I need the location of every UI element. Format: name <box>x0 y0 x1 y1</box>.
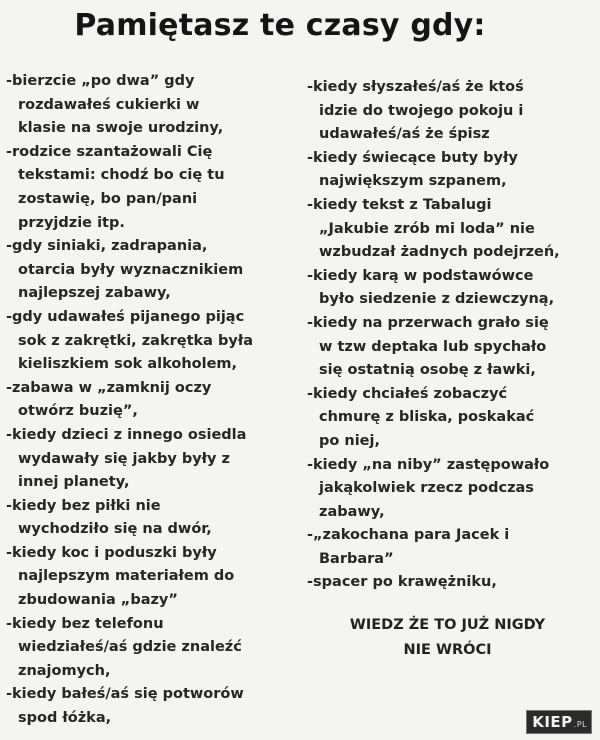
watermark-text: KIEP <box>532 713 573 731</box>
list-item-line: udawałeś/aś że śpisz <box>319 126 490 143</box>
list-item-line: wiedziałeś/aś gdzie znaleźć <box>18 639 242 656</box>
list-item-line: idzie do twojego pokoju i <box>319 102 524 119</box>
closing-line: NIE WRÓCI <box>403 642 492 658</box>
list-item-line: -kiedy „na niby” zastępowało <box>307 456 550 473</box>
list-item <box>307 76 592 147</box>
list-item-line: otwórz buzię”, <box>18 403 138 420</box>
list-item <box>6 141 306 235</box>
list-item-line: otarcia były wyznacznikiem <box>18 261 244 278</box>
list-item <box>307 524 592 571</box>
list-item-line: się ostatnią osobę z ławki, <box>319 362 536 379</box>
list-item-line: -kiedy słyszałeś/aś że ktoś <box>307 79 524 95</box>
watermark-suffix: .PL <box>573 720 587 729</box>
list-item-line: -kiedy tekst z Tabalugi <box>307 196 492 213</box>
list-item <box>307 383 592 454</box>
list-item-line: wydawały się jakby były z <box>18 450 230 467</box>
right-column <box>307 76 592 595</box>
list-item <box>6 235 306 306</box>
list-item-line: „Jakubie zrób mi loda” nie <box>319 220 535 237</box>
page-title: Pamiętasz te czasy gdy: <box>74 8 486 43</box>
list-item-line: -kiedy na przerwach grało się <box>307 314 549 331</box>
list-item <box>307 571 592 595</box>
list-item-line: tekstami: chodź bo cię tu <box>18 167 225 184</box>
list-item <box>307 194 592 265</box>
list-item-line: wzbudzał żadnych podejrzeń, <box>319 244 560 261</box>
list-item <box>6 613 306 684</box>
list-item-line: -kiedy świecące buty były <box>307 149 518 166</box>
list-item <box>6 377 306 424</box>
list-item-line: -kiedy bałeś/aś się potworów <box>6 686 244 703</box>
list-item-line: przyjdzie itp. <box>18 214 125 231</box>
list-item-line: zostawię, bo pan/pani <box>18 190 198 207</box>
list-item-line: zabawy, <box>319 503 385 520</box>
closing-message <box>300 613 595 663</box>
list-item-line: najlepszej zabawy, <box>18 285 171 302</box>
list-item-line: wychodziło się na dwór, <box>18 521 212 538</box>
left-column <box>6 70 306 731</box>
list-item-line: innej planety, <box>18 474 130 491</box>
list-item-line: -gdy udawałeś pijanego pijąc <box>6 308 245 325</box>
list-item-line: -kiedy bez telefonu <box>6 615 164 632</box>
list-item-line: spod łóżka, <box>18 710 112 727</box>
list-item-line: klasie na swoje urodziny, <box>18 120 224 137</box>
list-item-line: -rodzice szantażowali Cię <box>6 143 213 160</box>
list-item-line: -kiedy chciałeś zobaczyć <box>307 385 508 402</box>
list-item-line: Barbara” <box>319 550 394 567</box>
list-item <box>307 312 592 383</box>
list-item-line: znajomych, <box>18 662 111 679</box>
list-item-line: -spacer po krawężniku, <box>307 574 497 591</box>
list-item-line: jakąkolwiek rzecz podczas <box>319 480 534 497</box>
list-item-line: największym szpanem, <box>319 173 507 190</box>
list-item-line: zbudowania „bazy” <box>18 592 178 609</box>
list-item-line: najlepszym materiałem do <box>18 568 235 585</box>
list-item <box>307 454 592 525</box>
list-item <box>6 683 306 730</box>
list-item-line: -zabawa w „zamknij oczy <box>6 379 212 396</box>
watermark-logo <box>526 710 592 734</box>
list-item-line: było siedzenie z dziewczyną, <box>319 291 555 308</box>
list-item-line: sok z zakrętki, zakrętka była <box>18 332 253 349</box>
list-item-line: -bierzcie „po dwa” gdy <box>6 73 195 89</box>
list-item-line: w tzw deptaka lub spychało <box>319 338 547 355</box>
list-item <box>6 495 306 542</box>
list-item-line: po niej, <box>319 432 380 449</box>
list-item <box>6 306 306 377</box>
list-item-line: -kiedy karą w podstawówce <box>307 267 534 284</box>
list-item-line: -kiedy koc i poduszki były <box>6 544 217 561</box>
list-item-line: kieliszkiem sok alkoholem, <box>18 356 238 373</box>
list-item-line: -„zakochana para Jacek i <box>307 527 510 544</box>
list-item <box>6 70 306 141</box>
list-item-line: rozdawałeś cukierki w <box>18 96 200 113</box>
list-item <box>6 424 306 495</box>
closing-line: WIEDZ ŻE TO JUŻ NIGDY <box>349 617 546 633</box>
list-item <box>307 147 592 194</box>
list-item <box>307 265 592 312</box>
list-item-line: chmurę z bliska, poskakać <box>319 409 535 426</box>
list-item-line: -gdy siniaki, zadrapania, <box>6 238 208 255</box>
list-item <box>6 542 306 613</box>
list-item-line: -kiedy bez piłki nie <box>6 497 161 514</box>
list-item-line: -kiedy dzieci z innego osiedla <box>6 426 247 443</box>
